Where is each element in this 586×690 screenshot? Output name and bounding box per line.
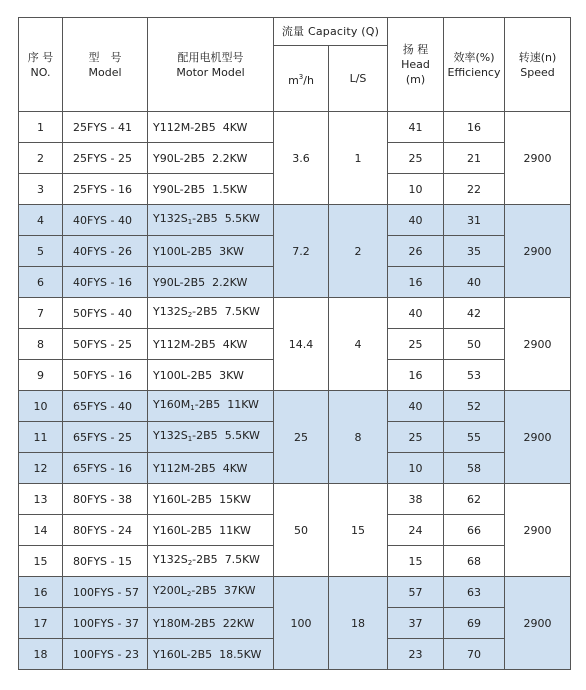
row-no: 14 — [19, 515, 63, 546]
row-no: 8 — [19, 329, 63, 360]
group-capacity-ls: 8 — [329, 391, 388, 484]
group-capacity-ls: 18 — [329, 577, 388, 670]
motor-base: Y90L-2B5 — [153, 151, 206, 165]
row-motor-model — [148, 298, 274, 329]
row-efficiency: 58 — [444, 453, 505, 484]
row-model: 50FYS - 40 — [63, 298, 148, 329]
table-row — [19, 577, 571, 608]
motor-suffix: -2B5 — [192, 552, 218, 566]
row-head: 37 — [388, 608, 444, 639]
row-efficiency: 21 — [444, 143, 505, 174]
row-head: 40 — [388, 298, 444, 329]
motor-power: 15KW — [219, 492, 251, 506]
row-no: 10 — [19, 391, 63, 422]
row-head: 16 — [388, 267, 444, 298]
group-speed: 2900 — [505, 577, 571, 670]
motor-base: Y132S — [153, 304, 188, 318]
table-row — [19, 205, 571, 236]
motor-power: 3KW — [219, 244, 244, 258]
motor-base: Y160L-2B5 — [153, 523, 213, 537]
row-head: 57 — [388, 577, 444, 608]
row-model: 80FYS - 15 — [63, 546, 148, 577]
motor-base: Y160L-2B5 — [153, 647, 213, 661]
motor-suffix: -2B5 — [192, 211, 218, 225]
row-model: 65FYS - 40 — [63, 391, 148, 422]
row-model: 50FYS - 16 — [63, 360, 148, 391]
motor-power: 22KW — [222, 616, 255, 630]
row-motor-model — [148, 236, 274, 267]
row-model: 50FYS - 25 — [63, 329, 148, 360]
row-model: 40FYS - 40 — [63, 205, 148, 236]
motor-power: 5.5KW — [224, 211, 260, 225]
header-speed: 转速(n) Speed — [505, 18, 571, 112]
motor-base: Y90L-2B5 — [153, 182, 206, 196]
row-head: 10 — [388, 174, 444, 205]
header-m3h: $m^3/h$ — [274, 46, 329, 112]
motor-subscript: 1 — [187, 434, 193, 443]
motor-suffix: -2B5 — [194, 397, 221, 411]
table-header — [19, 18, 571, 112]
row-model: 65FYS - 16 — [63, 453, 148, 484]
group-speed: 2900 — [505, 391, 571, 484]
row-model: 25FYS - 41 — [63, 112, 148, 143]
row-efficiency: 40 — [444, 267, 505, 298]
motor-suffix: -2B5 — [191, 583, 217, 597]
group-capacity-ls: 2 — [329, 205, 388, 298]
row-motor-model — [148, 484, 274, 515]
row-no: 17 — [19, 608, 63, 639]
row-motor-model — [148, 329, 274, 360]
group-capacity-m3h: 7.2 — [274, 205, 329, 298]
table-body — [19, 112, 571, 670]
row-head: 24 — [388, 515, 444, 546]
row-no: 11 — [19, 422, 63, 453]
row-no: 13 — [19, 484, 63, 515]
group-capacity-m3h: 25 — [274, 391, 329, 484]
row-motor-model — [148, 422, 274, 453]
row-motor-model — [148, 391, 274, 422]
row-model: 80FYS - 24 — [63, 515, 148, 546]
motor-base: Y180M-2B5 — [153, 616, 216, 630]
group-capacity-m3h: 3.6 — [274, 112, 329, 205]
row-motor-model — [148, 515, 274, 546]
header-head: 扬 程 Head (m) — [388, 18, 444, 112]
row-no: 6 — [19, 267, 63, 298]
motor-power: 18.5KW — [219, 647, 262, 661]
motor-base: Y90L-2B5 — [153, 275, 206, 289]
row-head: 40 — [388, 391, 444, 422]
motor-power: 37KW — [223, 583, 256, 597]
row-efficiency: 50 — [444, 329, 505, 360]
motor-power: 7.5KW — [224, 304, 260, 318]
motor-power: 4KW — [222, 461, 248, 475]
row-model: 40FYS - 26 — [63, 236, 148, 267]
row-no: 16 — [19, 577, 63, 608]
motor-base: Y160M — [153, 397, 191, 411]
header-efficiency: 效率(%) Efficiency — [444, 18, 505, 112]
row-motor-model — [148, 639, 274, 670]
header-capacity: 流量 Capacity (Q) — [274, 18, 388, 46]
row-efficiency: 31 — [444, 205, 505, 236]
motor-power: 3KW — [219, 368, 244, 382]
row-head: 25 — [388, 422, 444, 453]
motor-subscript: 2 — [187, 558, 193, 567]
header-model: 型 号 Model — [63, 18, 148, 112]
row-motor-model — [148, 143, 274, 174]
motor-power: 7.5KW — [224, 552, 260, 566]
row-head: 25 — [388, 143, 444, 174]
motor-subscript: 2 — [187, 310, 193, 319]
motor-power: 5.5KW — [224, 428, 260, 442]
row-head: 16 — [388, 360, 444, 391]
row-efficiency: 42 — [444, 298, 505, 329]
group-speed: 2900 — [505, 484, 571, 577]
group-speed: 2900 — [505, 112, 571, 205]
table-row — [19, 391, 571, 422]
motor-subscript: 2 — [186, 589, 192, 598]
motor-base: Y132S — [153, 552, 188, 566]
row-motor-model — [148, 205, 274, 236]
row-model: 40FYS - 16 — [63, 267, 148, 298]
row-head: 26 — [388, 236, 444, 267]
row-no: 4 — [19, 205, 63, 236]
row-motor-model — [148, 546, 274, 577]
motor-base: Y100L-2B5 — [153, 244, 213, 258]
motor-power: 11KW — [219, 523, 251, 537]
row-efficiency: 52 — [444, 391, 505, 422]
group-capacity-m3h: 100 — [274, 577, 329, 670]
row-no: 3 — [19, 174, 63, 205]
row-no: 2 — [19, 143, 63, 174]
group-capacity-m3h: 14.4 — [274, 298, 329, 391]
row-efficiency: 70 — [444, 639, 505, 670]
motor-power: 4KW — [222, 120, 248, 134]
motor-base: Y100L-2B5 — [153, 368, 213, 382]
table-row — [19, 298, 571, 329]
motor-base: Y160L-2B5 — [153, 492, 213, 506]
group-speed: 2900 — [505, 298, 571, 391]
group-speed: 2900 — [505, 205, 571, 298]
row-efficiency: 63 — [444, 577, 505, 608]
table-row — [19, 484, 571, 515]
row-model: 25FYS - 25 — [63, 143, 148, 174]
row-head: 15 — [388, 546, 444, 577]
row-efficiency: 69 — [444, 608, 505, 639]
motor-power: 11KW — [227, 397, 259, 411]
row-no: 12 — [19, 453, 63, 484]
row-motor-model — [148, 577, 274, 608]
motor-power: 4KW — [222, 337, 248, 351]
row-head: 38 — [388, 484, 444, 515]
row-head: 23 — [388, 639, 444, 670]
row-motor-model — [148, 608, 274, 639]
group-capacity-m3h: 50 — [274, 484, 329, 577]
row-no: 15 — [19, 546, 63, 577]
group-capacity-ls: 4 — [329, 298, 388, 391]
header-motor-model: 配用电机型号 Motor Model — [148, 18, 274, 112]
motor-base: Y132S — [153, 428, 188, 442]
row-head: 41 — [388, 112, 444, 143]
pump-spec-table — [18, 17, 571, 670]
row-model: 25FYS - 16 — [63, 174, 148, 205]
row-model: 80FYS - 38 — [63, 484, 148, 515]
motor-power: 2.2KW — [212, 151, 248, 165]
motor-suffix: -2B5 — [192, 304, 218, 318]
row-model: 100FYS - 37 — [63, 608, 148, 639]
motor-power: 2.2KW — [212, 275, 248, 289]
row-head: 10 — [388, 453, 444, 484]
row-efficiency: 62 — [444, 484, 505, 515]
row-model: 65FYS - 25 — [63, 422, 148, 453]
group-capacity-ls: 15 — [329, 484, 388, 577]
row-motor-model — [148, 112, 274, 143]
motor-power: 1.5KW — [212, 182, 248, 196]
motor-subscript: 1 — [190, 403, 195, 412]
group-capacity-ls: 1 — [329, 112, 388, 205]
row-motor-model — [148, 174, 274, 205]
row-motor-model — [148, 267, 274, 298]
row-no: 18 — [19, 639, 63, 670]
header-no: 序 号 NO. — [19, 18, 63, 112]
motor-base: Y112M-2B5 — [153, 461, 216, 475]
row-efficiency: 22 — [444, 174, 505, 205]
row-no: 1 — [19, 112, 63, 143]
row-no: 7 — [19, 298, 63, 329]
row-efficiency: 53 — [444, 360, 505, 391]
row-no: 9 — [19, 360, 63, 391]
motor-suffix: -2B5 — [192, 428, 218, 442]
row-no: 5 — [19, 236, 63, 267]
motor-base: Y112M-2B5 — [153, 120, 216, 134]
row-model: 100FYS - 57 — [63, 577, 148, 608]
motor-subscript: 1 — [187, 217, 193, 226]
row-motor-model — [148, 360, 274, 391]
row-efficiency: 35 — [444, 236, 505, 267]
table-row — [19, 112, 571, 143]
row-efficiency: 68 — [444, 546, 505, 577]
row-head: 25 — [388, 329, 444, 360]
motor-base: Y132S — [153, 211, 188, 225]
row-efficiency: 55 — [444, 422, 505, 453]
header-ls: L/S — [329, 46, 388, 112]
row-model: 100FYS - 23 — [63, 639, 148, 670]
row-efficiency: 66 — [444, 515, 505, 546]
row-head: 40 — [388, 205, 444, 236]
row-efficiency: 16 — [444, 112, 505, 143]
row-motor-model — [148, 453, 274, 484]
motor-base: Y200L — [153, 583, 187, 597]
motor-base: Y112M-2B5 — [153, 337, 216, 351]
